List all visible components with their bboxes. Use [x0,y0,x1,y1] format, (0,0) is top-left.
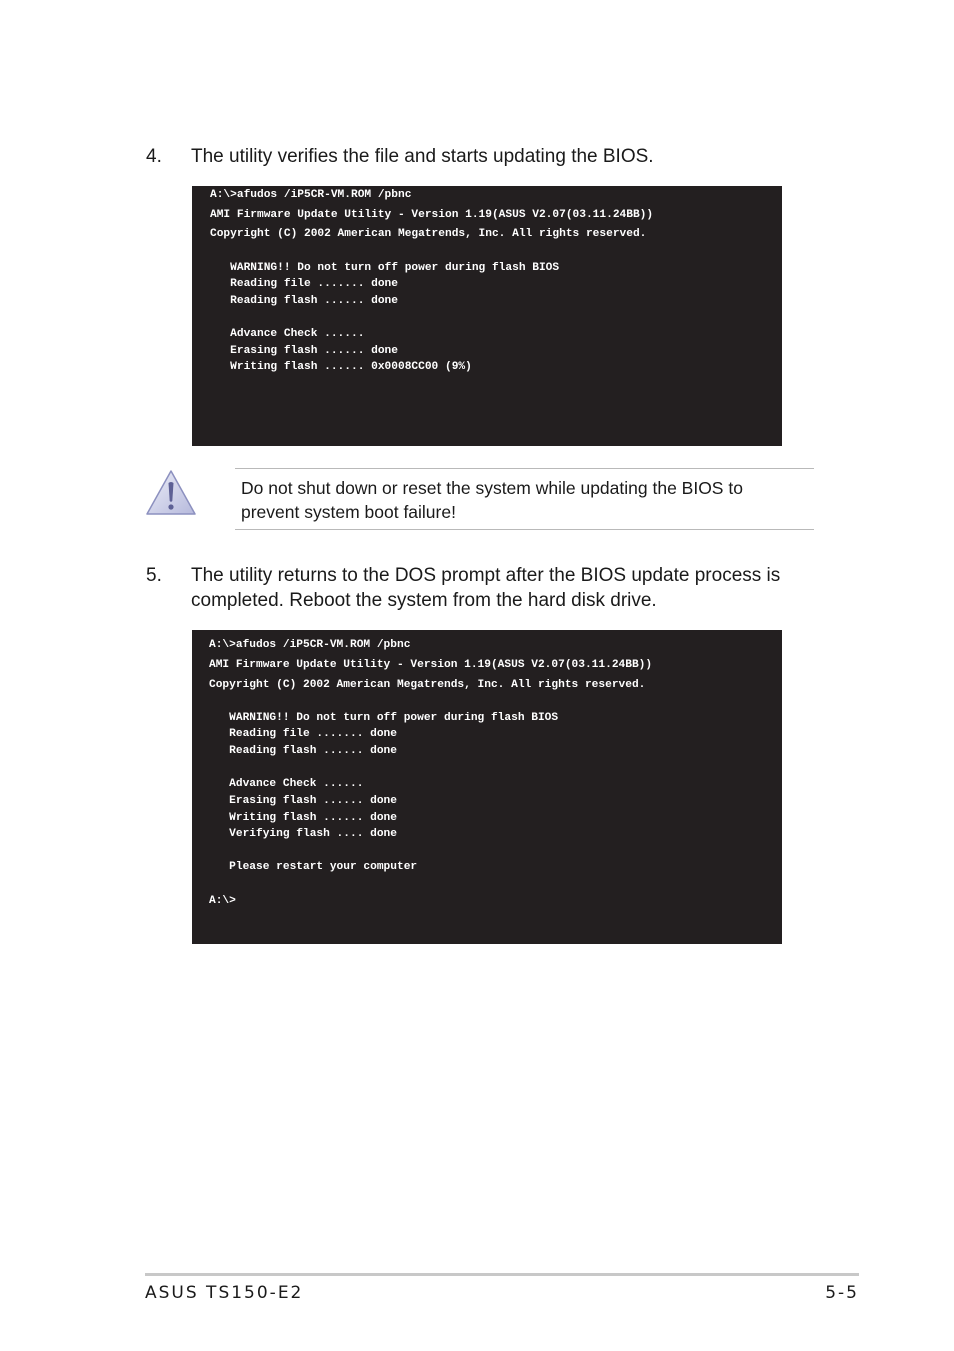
terminal-line: AMI Firmware Update Utility - Version 1.19(ASUS V2.07(03.11.24BB)) [209,659,653,671]
caution-top-rule [235,468,814,469]
step-number: 4. [146,146,162,167]
step-4 [146,144,826,170]
terminal-line: Copyright (C) 2002 American Megatrends, Inc. All rights reserved. [210,228,647,240]
terminal-line: Copyright (C) 2002 American Megatrends, Inc. All rights reserved. [209,679,646,691]
terminal-line: Writing flash ...... 0x0008CC00 (9%) [210,361,472,373]
step-text: The utility returns to the DOS prompt after the BIOS update process is completed. Reboot the system from the hard disk drive. [191,565,781,611]
footer-product-name: ASUS TS150-E2 [145,1283,304,1303]
terminal-line: Advance Check ...... [209,778,364,790]
terminal-line: Verifying flash .... done [209,828,397,840]
terminal-line: Please restart your computer [209,861,418,873]
terminal-line: WARNING!! Do not turn off power during flash BIOS [210,262,560,274]
terminal-line: Reading file ....... done [209,728,397,740]
terminal-line: Reading flash ...... done [209,745,397,757]
terminal-line: Advance Check ...... [210,328,365,340]
terminal-screenshot-complete [192,630,782,944]
caution-text: Do not shut down or reset the system while updating the BIOS to prevent system boot failure! [241,478,743,522]
footer-rule [145,1273,859,1276]
warning-triangle-icon [145,468,197,518]
terminal-line: A:\> [209,895,236,907]
terminal-line: Reading file ....... done [210,278,398,290]
terminal-line: WARNING!! Do not turn off power during flash BIOS [209,712,559,724]
step-number: 5. [146,565,162,586]
terminal-line: AMI Firmware Update Utility - Version 1.19(ASUS V2.07(03.11.24BB)) [210,209,654,221]
terminal-line: Reading flash ...... done [210,295,398,307]
step-5 [146,563,826,615]
terminal-line: A:\>afudos /iP5CR-VM.ROM /pbnc [209,639,411,651]
terminal-line: Writing flash ...... done [209,812,397,824]
terminal-screenshot-updating [192,186,782,446]
caution-bottom-rule [235,529,814,530]
terminal-line: Erasing flash ...... done [209,795,397,807]
terminal-line: A:\>afudos /iP5CR-VM.ROM /pbnc [210,189,412,201]
terminal-line: Erasing flash ...... done [210,345,398,357]
step-text: The utility verifies the file and starts updating the BIOS. [191,146,654,167]
footer-page-number: 5-5 [825,1283,859,1303]
